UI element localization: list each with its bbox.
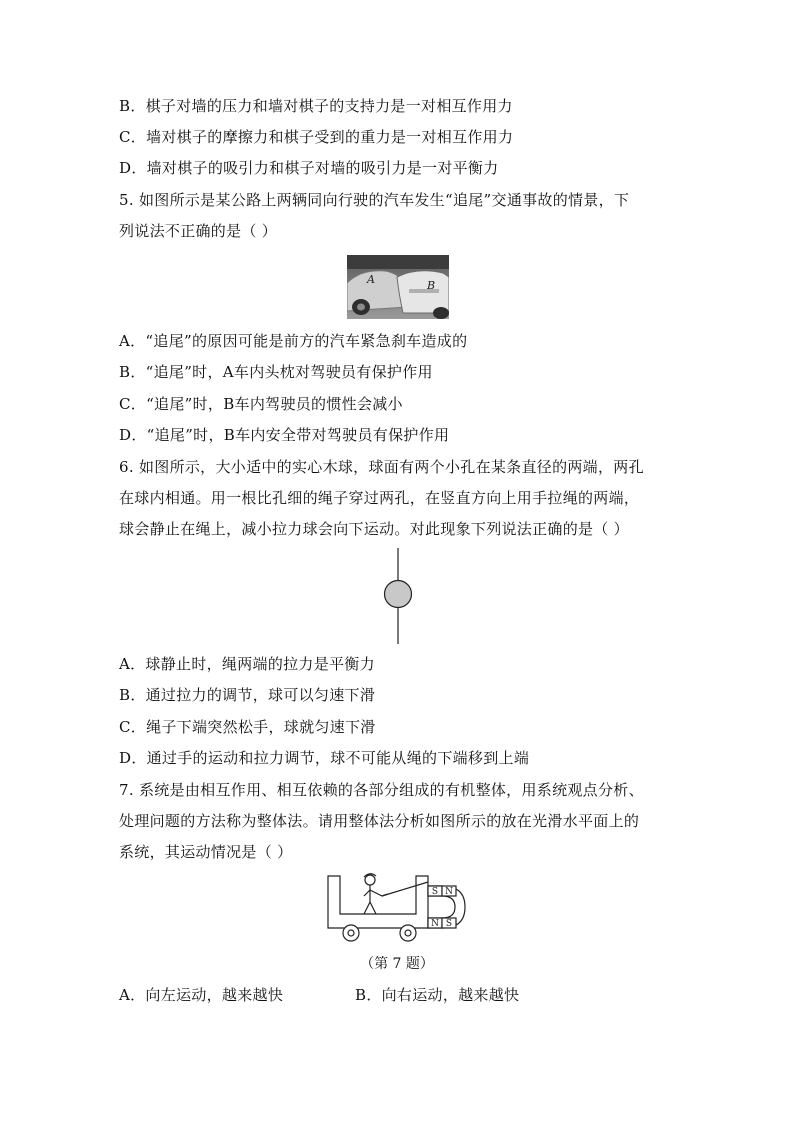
q5-option-b: B．“追尾”时，A车内头枕对驾驶员有保护作用 — [119, 363, 433, 381]
q7-stem-line1: 7. 系统是由相互作用、相互依赖的各部分组成的有机整体，用系统观点分析、 — [119, 781, 644, 799]
q4-option-d: D．墙对棋子的吸引力和棋子对墙的吸引力是一对平衡力 — [119, 159, 499, 177]
q4-option-c: C．墙对棋子的摩擦力和棋子受到的重力是一对相互作用力 — [119, 128, 514, 146]
cart-magnet-system-figure — [324, 870, 469, 945]
q6-option-a: A．球静止时，绳两端的拉力是平衡力 — [119, 655, 375, 673]
q5-stem-line1: 5. 如图所示是某公路上两辆同向行驶的汽车发生“追尾”交通事故的情景，下 — [119, 191, 630, 209]
figure-7-caption: （第 7 题） — [360, 956, 434, 972]
q5-option-a: A．“追尾”的原因可能是前方的汽车紧急刹车造成的 — [119, 332, 468, 350]
ball-on-rope-figure — [378, 548, 418, 644]
magnet-label-top-right: N — [445, 887, 453, 897]
magnet-label-bottom-left: N — [431, 919, 439, 929]
q6-stem-line2: 在球内相通。用一根比孔细的绳子穿过两孔，在竖直方向上用手拉绳的两端， — [119, 489, 640, 507]
car-a-label: A — [367, 273, 375, 286]
magnet-label-bottom-right: S — [445, 919, 453, 929]
q6-option-d: D．通过手的运动和拉力调节，球不可能从绳的下端移到上端 — [119, 749, 530, 767]
wooden-ball — [385, 581, 412, 608]
q7-option-b: B．向右运动，越来越快 — [355, 986, 520, 1004]
q5-stem-line2: 列说法不正确的是（ ） — [119, 222, 278, 240]
q7-stem-line3: 系统，其运动情况是（ ） — [119, 843, 293, 861]
q5-option-d: D．“追尾”时，B车内安全带对驾驶员有保护作用 — [119, 426, 450, 444]
q4-option-b: B．棋子对墙的压力和墙对棋子的支持力是一对相互作用力 — [119, 97, 513, 115]
q6-stem-line1: 6. 如图所示，大小适中的实心木球，球面有两个小孔在某条直径的两端，两孔 — [119, 458, 644, 476]
q7-stem-line2: 处理问题的方法称为整体法。请用整体法分析如图所示的放在光滑水平面上的 — [119, 812, 640, 830]
q7-option-a: A．向左运动，越来越快 — [119, 986, 284, 1004]
q5-option-c: C．“追尾”时，B车内驾驶员的惯性会减小 — [119, 395, 403, 413]
q6-option-c: C．绳子下端突然松手，球就匀速下滑 — [119, 718, 376, 736]
q6-option-b: B．通过拉力的调节，球可以匀速下滑 — [119, 686, 376, 704]
rear-end-collision-photo — [347, 255, 449, 319]
magnet-label-top-left: S — [431, 887, 439, 897]
q6-stem-line3: 球会静止在绳上，减小拉力球会向下运动。对此现象下列说法正确的是（ ） — [119, 520, 629, 538]
car-b-label: B — [427, 279, 436, 292]
